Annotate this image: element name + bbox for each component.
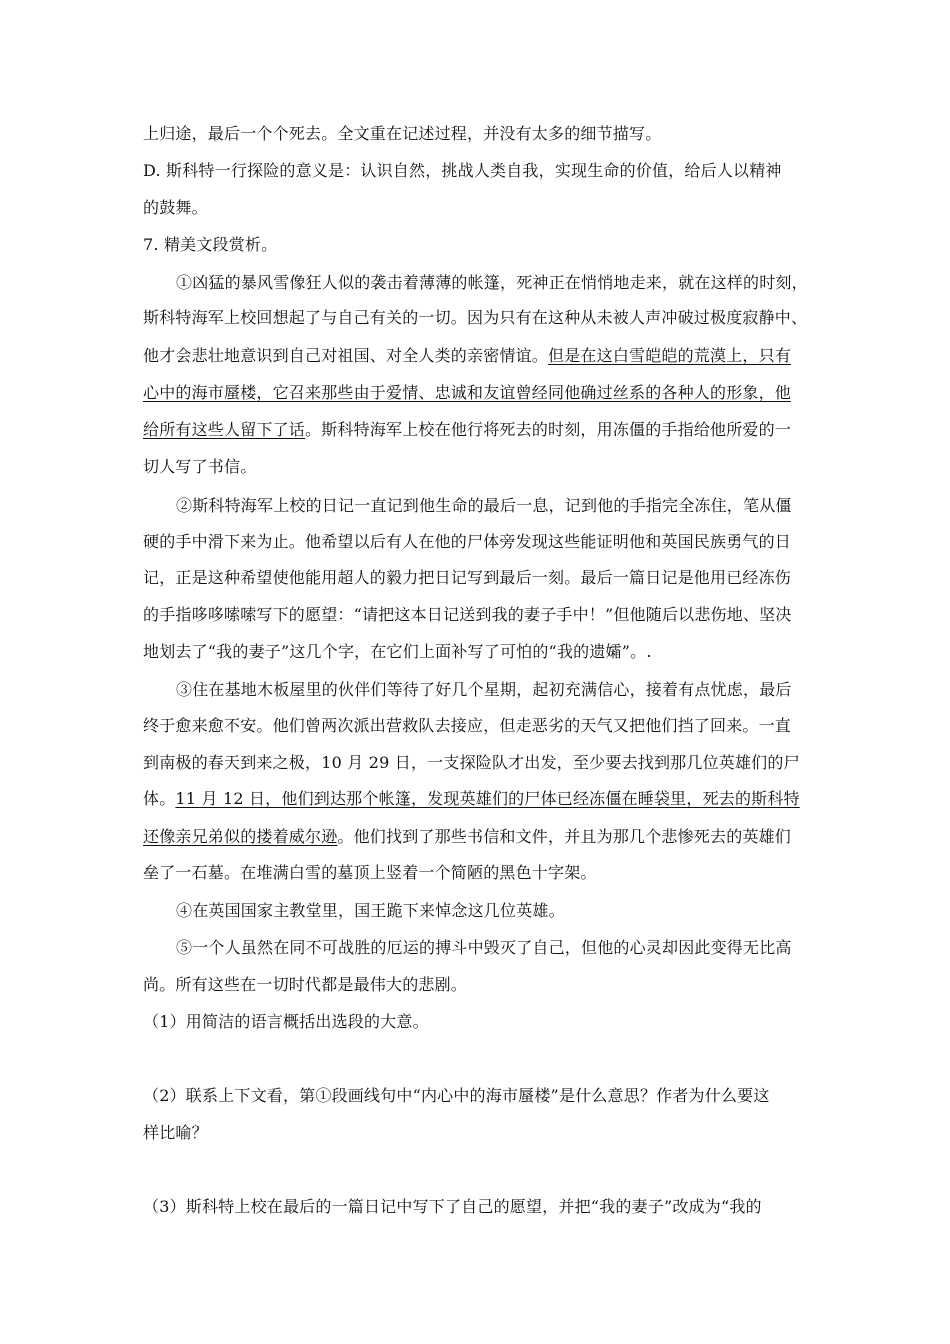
text-line: 的鼓舞。 (143, 198, 208, 217)
sub-question-2: 样比喻？ (143, 1123, 208, 1142)
paragraph-2-line: 硬的手中滑下来为止。他希望以后有人在他的尸体旁发现这些能证明他和英国民族勇气的日 (143, 532, 792, 551)
option-d: D. 斯科特一行探险的意义是：认识自然，挑战人类自我，实现生命的价值，给后人以精神 (143, 161, 782, 180)
sub-question-1: （1）用简洁的语言概括出选段的大意。 (143, 1012, 429, 1031)
underlined-sentence: 给所有这些人留下了话 (143, 420, 306, 439)
paragraph-4-line: ④在英国国家主教堂里，国王跪下来悼念这几位英雄。 (176, 901, 565, 920)
paragraph-3-line: 垒了一石墓。在堆满白雪的墓顶上竖着一个简陋的黑色十字架。 (143, 863, 597, 882)
paragraph-3-line: 终于愈来愈不安。他们曾两次派出营救队去接应，但走恶劣的天气又把他们挡了回来。一直 (143, 716, 792, 735)
paragraph-2-line: 地划去了“我的妻子”这几个字，在它们上面补写了可怕的“我的遗孀”。. (143, 642, 652, 661)
paragraph-2-line: 记，正是这种希望使他能用超人的毅力把日记写到最后一刻。最后一篇日记是他用已经冻伤 (143, 568, 792, 587)
paragraph-3-line: 还像亲兄弟似的搂着威尔逊。他们找到了那些书信和文件，并且为那几个悲惨死去的英雄们 (143, 827, 792, 846)
sub-question-2: （2）联系上下文看，第①段画线句中“内心中的海市蜃楼”是什么意思？作者为什么要这 (143, 1086, 770, 1105)
paragraph-1-line: 他才会悲壮地意识到自己对祖国、对全人类的亲密情谊。但是在这白雪皑皑的荒漠上，只有 (143, 346, 792, 365)
paragraph-5-line: 尚。所有这些在一切时代都是最伟大的悲剧。 (143, 975, 468, 994)
paragraph-5-line: ⑤一个人虽然在同不可战胜的厄运的搏斗中毁灭了自己，但他的心灵却因此变得无比高 (176, 938, 792, 957)
paragraph-1-line: 斯科特海军上校回想起了与自己有关的一切。因为只有在这种从未被人声冲破过极度寂静中、 (143, 308, 808, 327)
paragraph-3-line: 到南极的春天到来之极，10 月 29 日，一支探险队才出发，至少要去找到那几位英雄们的尸 (143, 753, 800, 772)
underlined-sentence: 但是在这白雪皑皑的荒漠上，只有 (548, 346, 792, 365)
paragraph-2-line: 的手指哆哆嗦嗦写下的愿望：“请把这本日记送到我的妻子手中！”但他随后以悲伤地、坚决 (143, 605, 792, 624)
text-line: 上归途，最后一个个死去。全文重在记述过程，并没有太多的细节描写。 (143, 124, 662, 143)
paragraph-1-line: 给所有这些人留下了话。斯科特海军上校在他行将死去的时刻，用冻僵的手指给他所爱的一 (143, 420, 792, 439)
underlined-sentence: 11 月 12 日，他们到达那个帐篷，发现英雄们的尸体已经冻僵在睡袋里，死去的斯科特 (175, 789, 800, 808)
underlined-sentence: 心中的海市蜃楼，它召来那些由于爱情、忠诚和友谊曾经同他确过丝系的各种人的形象，他 (143, 383, 792, 402)
paragraph-1-line (143, 382, 813, 404)
paragraph-3-line: ③住在基地木板屋里的伙伴们等待了好几个星期，起初充满信心，接着有点忧虑，最后 (176, 680, 792, 699)
paragraph-3-line: 体。11 月 12 日，他们到达那个帐篷，发现英雄们的尸体已经冻僵在睡袋里，死去的斯科特 (143, 789, 800, 808)
paragraph-1-line: ①凶猛的暴风雪像狂人似的袭击着薄薄的帐篷，死神正在悄悄地走来，就在这样的时刻， (176, 273, 808, 292)
sub-question-3: （3）斯科特上校在最后的一篇日记中写下了自己的愿望，并把“我的妻子”改成为“我的 (143, 1197, 762, 1216)
underlined-sentence: 还像亲兄弟似的搂着威尔逊 (143, 827, 338, 846)
question-7-heading: 7. 精美文段赏析。 (143, 235, 278, 254)
paragraph-1-line: 切人写了书信。 (143, 457, 257, 476)
paragraph-2-line: ②斯科特海军上校的日记一直记到他生命的最后一息，记到他的手指完全冻住，笔从僵 (176, 496, 792, 515)
